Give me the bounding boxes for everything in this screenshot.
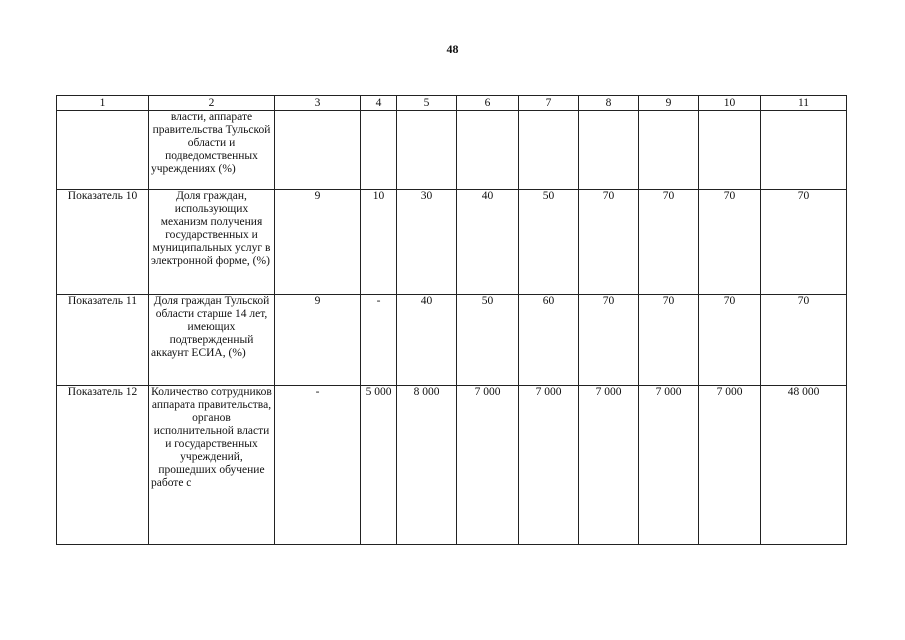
column-header: 4 <box>361 96 397 111</box>
table-cell <box>397 111 457 190</box>
table-cell: 7 000 <box>639 386 699 545</box>
indicator-description: Доля граждан Тульской области старше 14 лет, имеющих подтвержденный аккаунт ЕСИА, (%) <box>149 295 275 386</box>
table-cell: 70 <box>761 190 847 295</box>
column-header: 1 <box>57 96 149 111</box>
indicator-description: Количество сотрудников аппарата правительства, органов исполнительной власти и государственных учреждений, прошедших обучение работе с <box>149 386 275 545</box>
table-cell: 5 000 <box>361 386 397 545</box>
table-cell: 10 <box>361 190 397 295</box>
indicator-label: Показатель 11 <box>57 295 149 386</box>
column-header: 6 <box>457 96 519 111</box>
table-cell: 50 <box>519 190 579 295</box>
indicator-label <box>57 111 149 190</box>
table-cell: 70 <box>579 295 639 386</box>
indicators-table <box>56 95 847 545</box>
table-cell <box>519 111 579 190</box>
table-cell <box>699 111 761 190</box>
table-row <box>57 295 847 386</box>
column-header: 10 <box>699 96 761 111</box>
column-header: 2 <box>149 96 275 111</box>
table-cell <box>457 111 519 190</box>
table-cell: 50 <box>457 295 519 386</box>
table-cell: - <box>275 386 361 545</box>
table-row <box>57 111 847 190</box>
table-cell: 7 000 <box>699 386 761 545</box>
page-number: 48 <box>446 42 459 56</box>
table-cell: 48 000 <box>761 386 847 545</box>
table-cell: 70 <box>579 190 639 295</box>
column-header: 11 <box>761 96 847 111</box>
table-cell <box>275 111 361 190</box>
indicator-label: Показатель 10 <box>57 190 149 295</box>
indicator-description: власти, аппарате правительства Тульской области и подведомственных учреждениях (%) <box>149 111 275 190</box>
table-cell: 8 000 <box>397 386 457 545</box>
table-row <box>57 386 847 545</box>
table-cell <box>639 111 699 190</box>
table-cell: 70 <box>639 190 699 295</box>
column-header: 5 <box>397 96 457 111</box>
column-header: 8 <box>579 96 639 111</box>
table-cell <box>361 111 397 190</box>
table-cell: 70 <box>699 190 761 295</box>
table-cell: - <box>361 295 397 386</box>
table-header-row <box>57 96 847 111</box>
table-row <box>57 190 847 295</box>
table-cell: 7 000 <box>457 386 519 545</box>
table-cell: 70 <box>761 295 847 386</box>
table-cell: 7 000 <box>519 386 579 545</box>
table-cell: 40 <box>397 295 457 386</box>
column-header: 3 <box>275 96 361 111</box>
table-cell: 7 000 <box>579 386 639 545</box>
table-cell: 60 <box>519 295 579 386</box>
table-cell: 70 <box>699 295 761 386</box>
table-cell: 70 <box>639 295 699 386</box>
table-cell <box>579 111 639 190</box>
table-cell: 40 <box>457 190 519 295</box>
table-cell: 9 <box>275 190 361 295</box>
table-cell: 9 <box>275 295 361 386</box>
indicator-description: Доля граждан, использующих механизм получения государственных и муниципальных услуг в электронной форме, (%) <box>149 190 275 295</box>
column-header: 9 <box>639 96 699 111</box>
table-cell: 30 <box>397 190 457 295</box>
table-cell <box>761 111 847 190</box>
indicator-label: Показатель 12 <box>57 386 149 545</box>
column-header: 7 <box>519 96 579 111</box>
